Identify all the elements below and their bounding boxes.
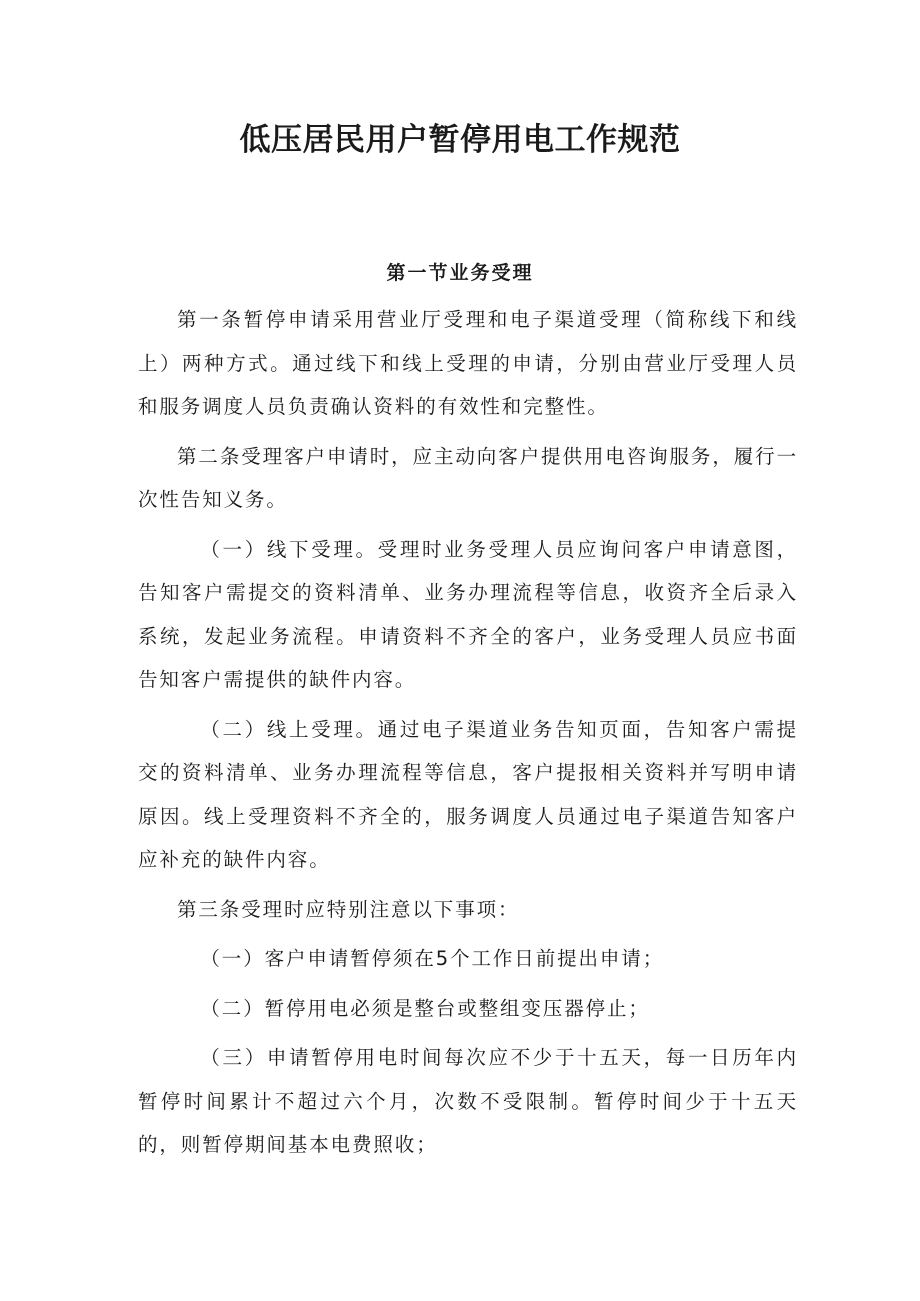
paragraph-article-3: 第三条受理时应特别注意以下事项： — [177, 897, 520, 921]
section-heading: 第一节业务受理 — [386, 262, 534, 284]
list-item-notice-3: （三）申请暂停用电时间每次应不少于十五天，每一日历年内暂停时间累计不超过六个月，次数不受限制。暂停时间少于十五天的，则暂停期间基本电费照收； — [138, 1046, 798, 1156]
paragraph-offline-acceptance: （一）线下受理。受理时业务受理人员应询问客户申请意图，告知客户需提交的资料清单、业务办理流程等信息，收资齐全后录入系统，发起业务流程。申请资料不齐全的客户，业务受理人员应书面告知客户需提供的缺件内容。 — [138, 537, 798, 691]
list-item-notice-2: （二）暂停用电必须是整台或整组变压器停止； — [200, 996, 650, 1020]
paragraph-article-2: 第二条受理客户申请时，应主动向客户提供用电咨询服务，履行一次性告知义务。 — [138, 444, 798, 511]
document-title: 低压居民用户暂停用电工作规范 — [239, 122, 681, 158]
list-item-notice-1: （一）客户申请暂停须在5个工作日前提出申请； — [200, 947, 665, 970]
paragraph-online-acceptance: （二）线上受理。通过电子渠道业务告知页面，告知客户需提交的资料清单、业务办理流程等信息，客户提报相关资料并写明申请原因。线上受理资料不齐全的，服务调度人员通过电子渠道告知客户应补充的缺件内容。 — [138, 717, 798, 871]
paragraph-article-1: 第一条暂停申请采用营业厅受理和电子渠道受理（简称线下和线上）两种方式。通过线下和线上受理的申请，分别由营业厅受理人员和服务调度人员负责确认资料的有效性和完整性。 — [138, 308, 798, 418]
document-body — [138, 298, 798, 1167]
